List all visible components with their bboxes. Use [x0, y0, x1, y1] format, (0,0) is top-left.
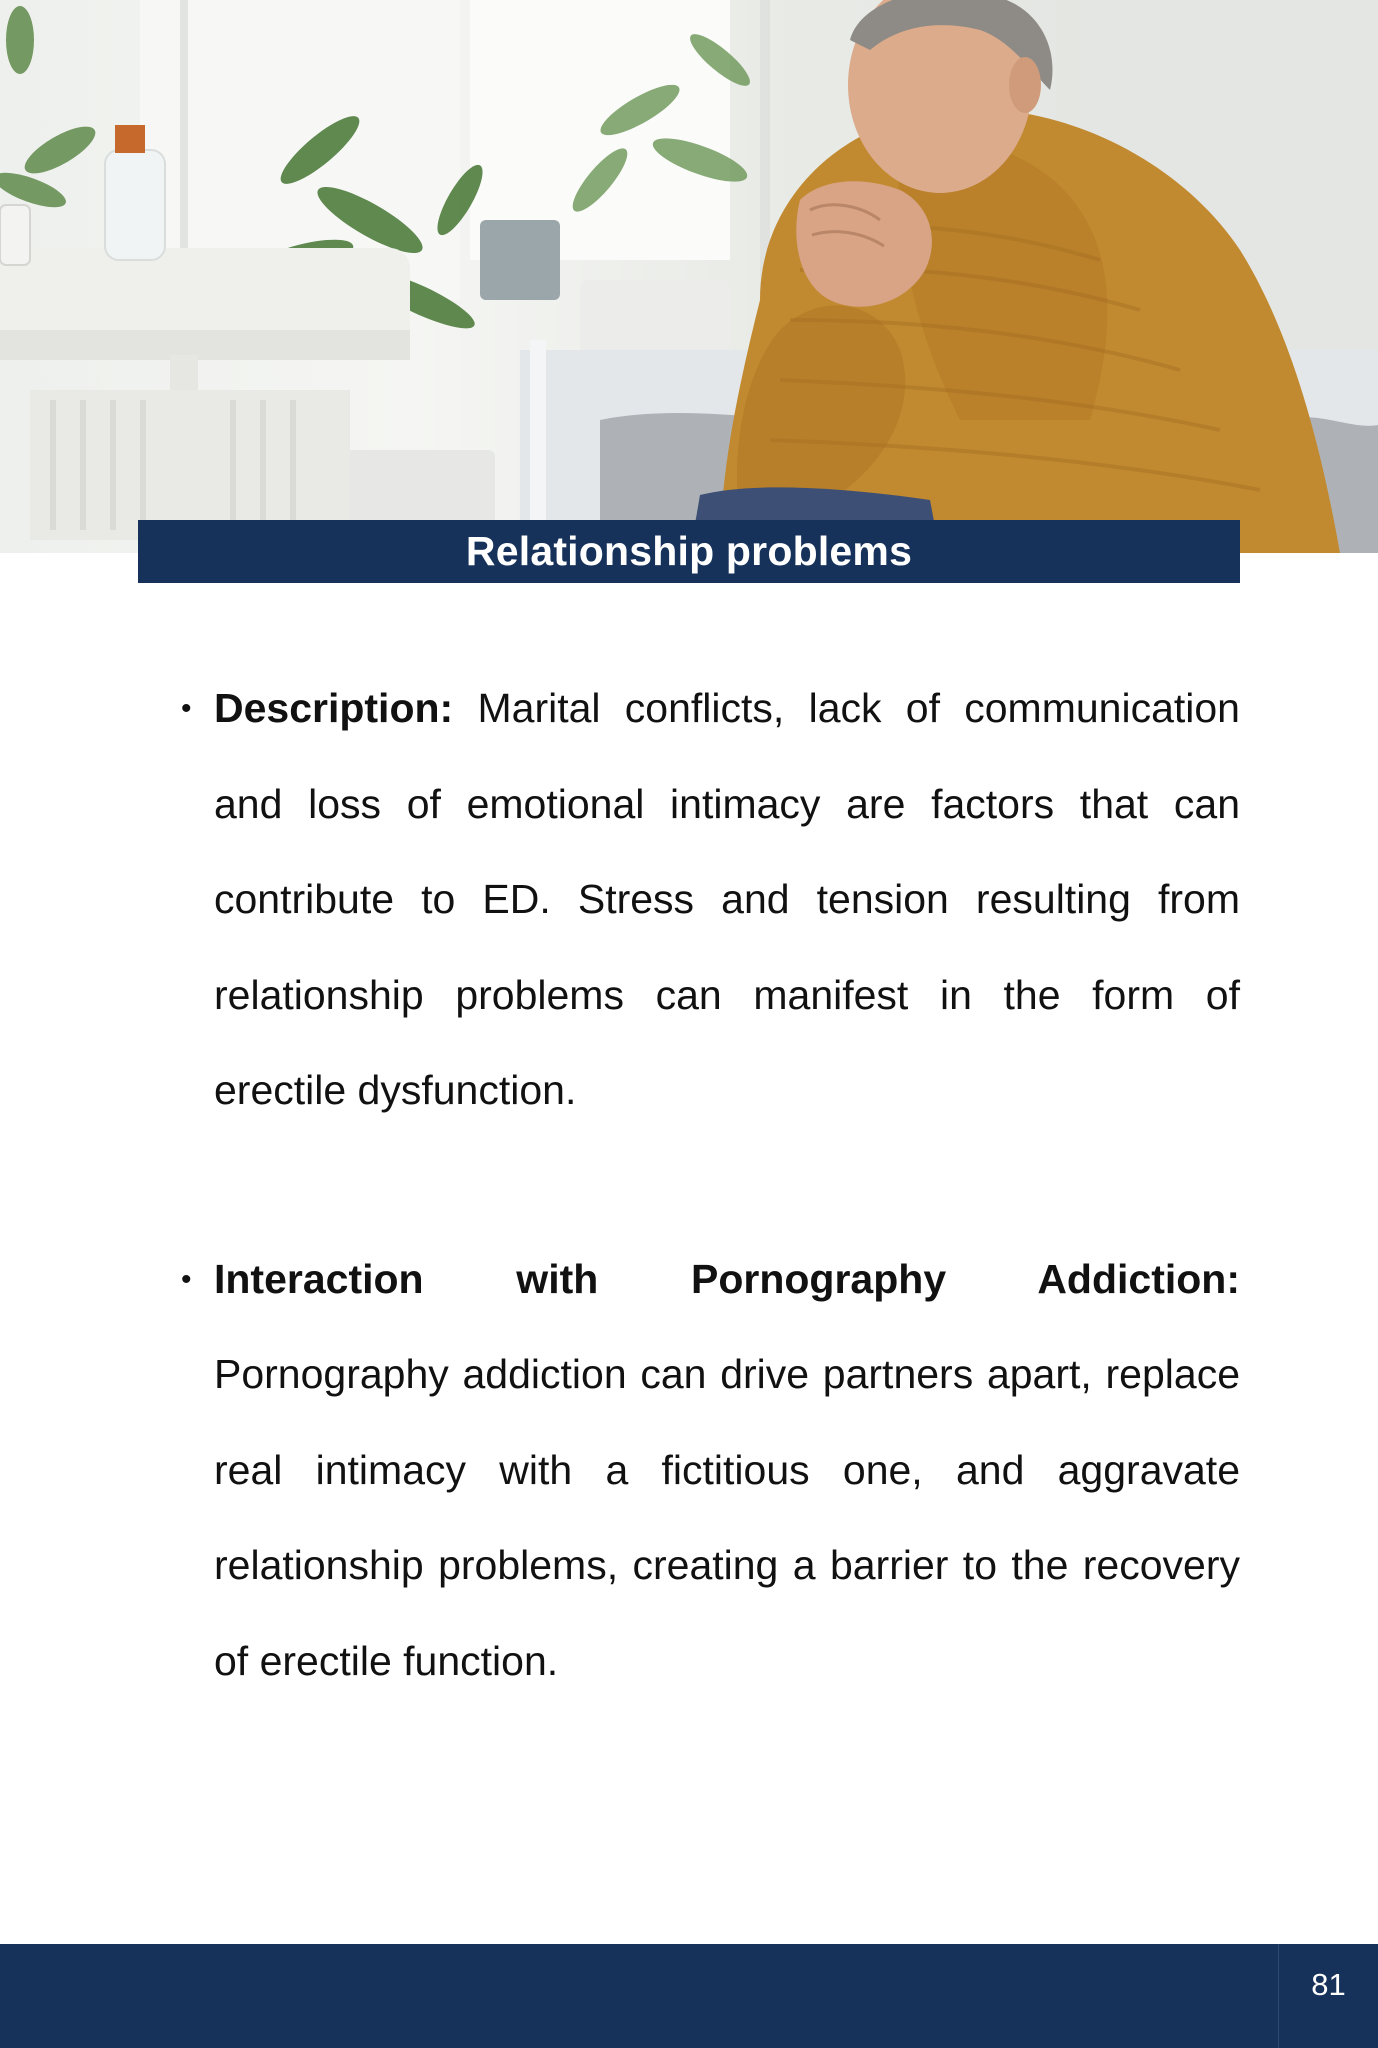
list-item-term: Interaction with Pornography Addiction:	[214, 1255, 1240, 1302]
bullet-icon: •	[181, 692, 192, 725]
bullet-icon: •	[181, 1262, 192, 1296]
hero-photo	[0, 0, 1378, 553]
page-title: Relationship problems	[465, 528, 913, 574]
list-item-text: Marital conflicts, lack of communication and loss of emotional intimacy are factors that can contribute to ED. Stress and tension resulting from relationship problems can manifest in the form of erectile dysfunction.	[214, 685, 1240, 1113]
list-item-term: Description:	[214, 685, 454, 731]
list-item-pornography-addiction	[181, 1232, 1240, 1710]
title-banner	[138, 520, 1240, 583]
list-item-text: Pornography addiction can drive partners apart, replace real intimacy with a fictitious one, and aggravate relationship problems, creating a barrier to the recovery of erectile function.	[214, 1351, 1240, 1684]
footer-bar	[0, 1944, 1378, 2048]
page-number: 81	[1311, 1967, 1346, 2002]
hero-illustration	[0, 0, 1378, 553]
content-list	[181, 661, 1240, 1709]
list-item-description	[181, 661, 1240, 1139]
